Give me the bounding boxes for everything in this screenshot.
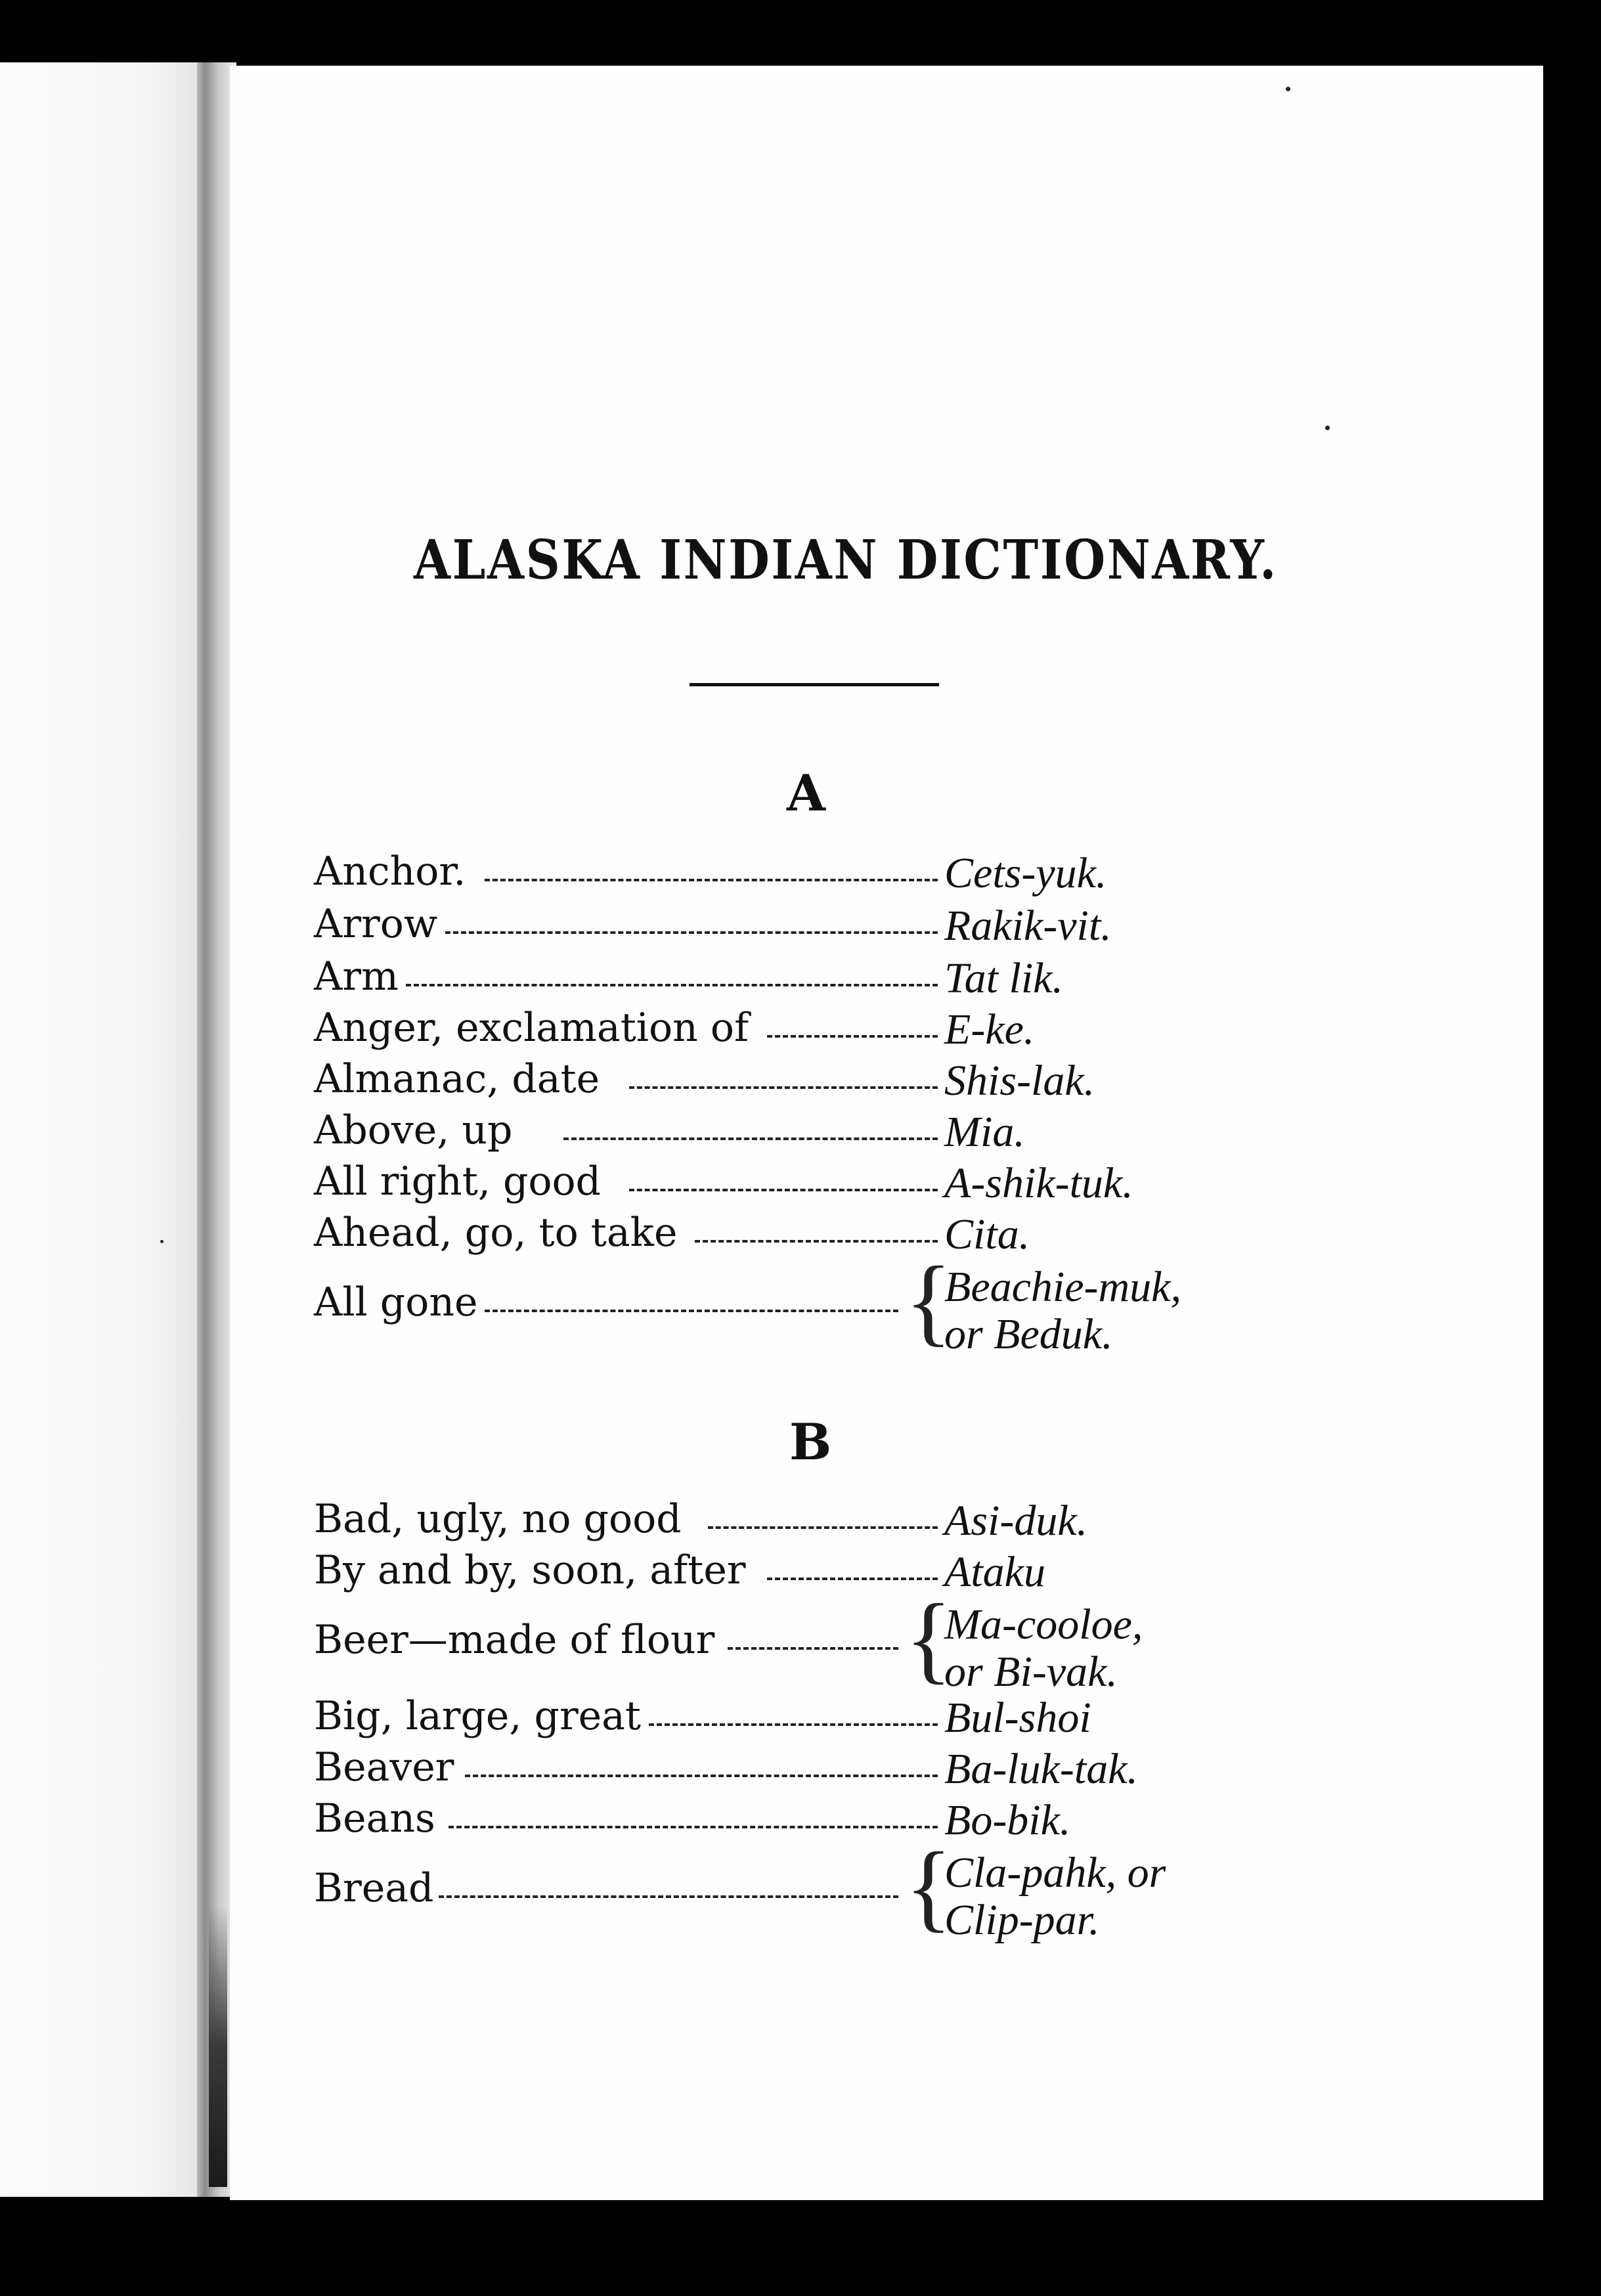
dot-leader <box>445 931 938 934</box>
dot-leader <box>629 1189 938 1191</box>
entry-translation-line: Beachie-muk, <box>944 1263 1181 1311</box>
dot-leader <box>465 1775 938 1777</box>
entry-translation: Ataku <box>944 1548 1045 1596</box>
entry-term: Bad, ugly, no good <box>314 1496 682 1542</box>
entry-translation-line: or Bi-vak. <box>944 1648 1118 1696</box>
brace-glyph: { <box>905 1832 952 1941</box>
entry-translation: A-shik-tuk. <box>944 1159 1133 1207</box>
entry-translation: Cets-yuk. <box>944 849 1107 897</box>
title-rule <box>690 683 939 686</box>
entry-translation: Bo-bik. <box>944 1796 1071 1844</box>
entry-translation: Mia. <box>944 1108 1025 1156</box>
entry-term: Bread <box>314 1865 434 1911</box>
dot-leader <box>649 1723 938 1726</box>
entry-translation: Asi-duk. <box>944 1497 1088 1545</box>
entry-term: Arm <box>314 954 399 1000</box>
entry-term: All right, good <box>314 1159 602 1204</box>
entry-term: All gone <box>314 1279 478 1325</box>
scan-speck <box>160 1240 164 1243</box>
entry-translation: Cita. <box>944 1210 1030 1258</box>
entry-term: Beer—made of flour <box>314 1617 715 1663</box>
entry-term: Arrow <box>314 901 438 947</box>
entry-term: Ahead, go, to take <box>314 1210 678 1256</box>
entry-translation-line: or Beduk. <box>944 1310 1113 1358</box>
entry-translation: E-ke. <box>944 1005 1035 1053</box>
dot-leader <box>563 1137 938 1140</box>
entry-translation-line: Clip-par. <box>944 1896 1100 1944</box>
dot-leader <box>406 984 938 986</box>
brace-glyph: { <box>905 1247 952 1356</box>
scan-speck <box>1286 87 1290 91</box>
dot-leader <box>728 1647 898 1650</box>
brace-glyph: { <box>905 1584 952 1693</box>
section-letter-b: B <box>789 1413 832 1471</box>
entry-translation: Bul-shoi <box>944 1694 1091 1742</box>
dot-leader <box>695 1240 938 1243</box>
entry-term: Above, up <box>314 1107 513 1153</box>
dot-leader <box>449 1826 938 1828</box>
entry-term: Almanac, date <box>314 1056 600 1102</box>
entry-term: Anchor. <box>314 849 466 894</box>
dot-leader <box>485 879 938 881</box>
scan-speck <box>1325 426 1330 430</box>
entry-translation: Ba-luk-tak. <box>944 1745 1139 1793</box>
previous-page-edge <box>0 62 200 2197</box>
dot-leader <box>439 1895 898 1898</box>
page-title: ALASKA INDIAN DICTIONARY. <box>414 529 1278 592</box>
entry-translation-line: Ma-cooloe, <box>944 1601 1143 1648</box>
dot-leader <box>629 1086 938 1089</box>
entry-translation-line: Cla-pahk, or <box>944 1849 1166 1897</box>
entry-term: Beaver <box>314 1744 454 1790</box>
entry-translation: Rakik-vit. <box>944 902 1112 950</box>
dot-leader <box>767 1578 938 1580</box>
dot-leader <box>485 1310 898 1312</box>
entry-term: Anger, exclamation of <box>314 1005 749 1051</box>
entry-translation: Shis-lak. <box>944 1057 1095 1105</box>
section-letter-a: A <box>787 764 825 822</box>
entry-term: Beans <box>314 1796 435 1842</box>
dot-leader <box>767 1035 938 1038</box>
entry-translation: Tat lik. <box>944 954 1063 1002</box>
dot-leader <box>708 1526 938 1529</box>
entry-term: Big, large, great <box>314 1693 642 1739</box>
gutter-dark-stain <box>209 1905 227 2187</box>
entry-term: By and by, soon, after <box>314 1547 746 1593</box>
